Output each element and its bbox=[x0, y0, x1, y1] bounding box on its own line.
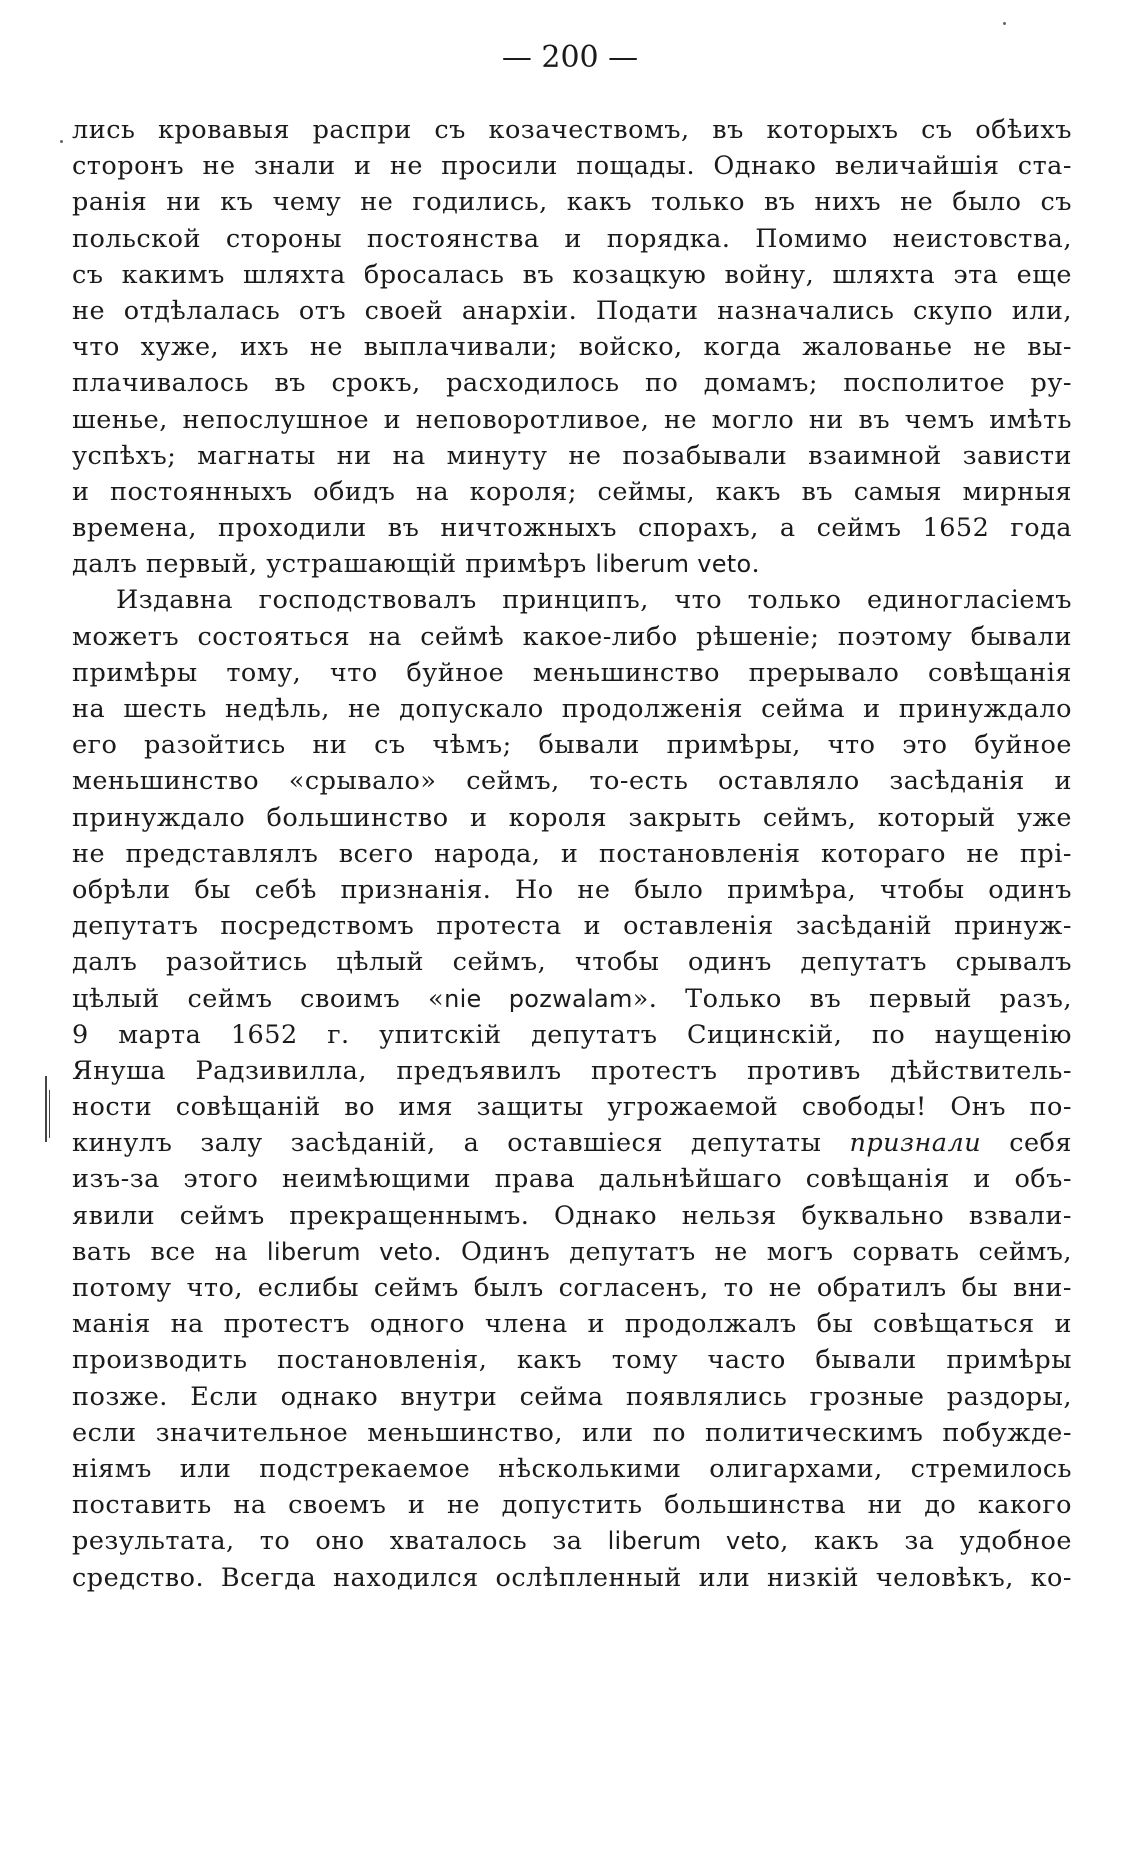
body-text bbox=[72, 112, 1072, 1596]
text-line bbox=[72, 184, 1072, 220]
latin-phrase: liberum veto bbox=[607, 1527, 781, 1556]
text-line bbox=[72, 1306, 1072, 1342]
line-text: обрѣли бы себѣ признанія. Но не было примѣра, чтобы одинъ bbox=[72, 874, 1072, 905]
text-line bbox=[72, 112, 1072, 148]
text-line bbox=[72, 727, 1072, 763]
line-text: сторонъ не знали и не просили пощады. Однако величайшія ста- bbox=[72, 151, 1072, 182]
text-line bbox=[72, 1379, 1072, 1415]
text-line bbox=[72, 655, 1072, 691]
page-number: — 200 — bbox=[501, 40, 639, 75]
text-line bbox=[72, 221, 1072, 257]
latin-phrase: liberum veto bbox=[266, 1237, 434, 1266]
line-text: если значительное меньшинство, или по политическимъ побужде- bbox=[72, 1417, 1072, 1448]
text-line bbox=[72, 1487, 1072, 1523]
line-text: Издавна господствовалъ принципъ, что только единогласіемъ bbox=[116, 585, 1072, 616]
text-line bbox=[72, 1270, 1072, 1306]
line-text: ности совѣщаній во имя защиты угрожаемой свободы! Онъ по- bbox=[72, 1092, 1072, 1123]
line-text: польской стороны постоянства и порядка. Помимо неистовства, bbox=[72, 223, 1072, 254]
line-text: примѣры тому, что буйное меньшинство прерывало совѣщанія bbox=[72, 657, 1072, 688]
text-line bbox=[72, 908, 1072, 944]
line-text: можетъ состояться на сеймѣ какое-либо рѣшеніе; поэтому бывали bbox=[72, 621, 1072, 652]
line-text: депутатъ посредствомъ протеста и оставленія засѣданій принуж- bbox=[72, 911, 1072, 942]
latin-phrase: nie pozwalam bbox=[444, 984, 633, 1013]
text-line bbox=[72, 1415, 1072, 1451]
text-line bbox=[72, 148, 1072, 184]
line-text: . bbox=[751, 549, 761, 580]
text-line bbox=[72, 1234, 1072, 1270]
text-line bbox=[72, 691, 1072, 727]
line-text: средство. Всегда находился ослѣпленный или низкій человѣкъ, ко- bbox=[72, 1562, 1072, 1593]
line-text: поставить на своемъ и не допустить большинства ни до какого bbox=[72, 1490, 1072, 1521]
text-line bbox=[72, 510, 1072, 546]
line-text: шенье, непослушное и неповоротливое, не могло ни въ чемъ имѣть bbox=[72, 404, 1072, 435]
text-line bbox=[72, 1198, 1072, 1234]
text-line bbox=[72, 365, 1072, 401]
line-text: ». Только въ первый разъ, bbox=[632, 983, 1072, 1014]
line-text: ранія ни къ чему не годились, какъ только въ нихъ не было съ bbox=[72, 187, 1072, 218]
line-text: , какъ за удобное bbox=[780, 1526, 1072, 1557]
line-text: не отдѣлалась отъ своей анархіи. Подати назначались скупо или, bbox=[72, 295, 1072, 326]
line-text: принуждало большинство и короля закрыть сеймъ, который уже bbox=[72, 802, 1072, 833]
text-line bbox=[72, 293, 1072, 329]
text-line bbox=[72, 1161, 1072, 1197]
text-line bbox=[72, 619, 1072, 655]
text-line bbox=[72, 582, 1072, 618]
line-text: на шесть недѣль, не допускало продолженія сейма и принуждало bbox=[72, 694, 1072, 724]
line-text: лись кровавыя распри съ козачествомъ, въ которыхъ съ обѣихъ bbox=[72, 115, 1072, 145]
line-text: потому что, еслибы сеймъ былъ согласенъ, то не обратилъ бы вни- bbox=[72, 1273, 1072, 1303]
text-line bbox=[72, 1017, 1072, 1053]
line-text: его разойтись ни съ чѣмъ; бывали примѣры, что это буйное bbox=[72, 730, 1072, 761]
line-text: успѣхъ; магнаты ни на минуту не позабывали взаимной зависти bbox=[72, 440, 1072, 471]
line-text: не представлялъ всего народа, и постановленія котораго не прі- bbox=[72, 838, 1072, 869]
line-text: явили сеймъ прекращеннымъ. Однако нельзя буквально взвали- bbox=[72, 1200, 1072, 1231]
text-line bbox=[72, 329, 1072, 365]
text-line bbox=[72, 944, 1072, 980]
text-line bbox=[72, 800, 1072, 836]
text-line bbox=[72, 1342, 1072, 1378]
line-text: далъ разойтись цѣлый сеймъ, чтобы одинъ депутатъ срывалъ bbox=[72, 947, 1072, 978]
text-line bbox=[72, 1125, 1072, 1161]
text-line bbox=[72, 1451, 1072, 1487]
line-text: . Одинъ депутатъ не могъ сорвать сеймъ, bbox=[433, 1236, 1072, 1267]
print-speck bbox=[60, 140, 63, 143]
text-line bbox=[72, 1523, 1072, 1559]
line-text: цѣлый сеймъ своимъ « bbox=[72, 983, 445, 1014]
latin-phrase: liberum veto bbox=[595, 550, 752, 579]
text-line bbox=[72, 474, 1072, 510]
line-text: манія на протестъ одного члена и продолжалъ бы совѣщаться и bbox=[72, 1309, 1072, 1340]
line-text: и постоянныхъ обидъ на короля; сеймы, какъ въ самыя мирныя bbox=[72, 476, 1072, 507]
line-text: кинулъ залу засѣданій, а оставшіеся депутаты bbox=[72, 1128, 850, 1159]
margin-pencil-mark bbox=[49, 1090, 50, 1138]
line-text: далъ первый, устрашающій примѣръ bbox=[72, 549, 596, 580]
text-line bbox=[72, 872, 1072, 908]
line-text: Януша Радзивилла, предъявилъ протестъ противъ дѣйствитель- bbox=[72, 1055, 1072, 1086]
text-line bbox=[72, 402, 1072, 438]
text-line bbox=[72, 1053, 1072, 1089]
line-text: меньшинство «срывало» сеймъ, то-есть оставляло засѣданія и bbox=[72, 766, 1072, 797]
line-text: результата, то оно хваталось за bbox=[72, 1526, 608, 1557]
line-text: 9 марта 1652 г. упитскій депутатъ Сицинскій, по наущенію bbox=[72, 1019, 1072, 1050]
text-line bbox=[72, 763, 1072, 799]
print-speck bbox=[1003, 22, 1006, 25]
text-line bbox=[72, 257, 1072, 293]
line-text: позже. Если однако внутри сейма появлялись грозные раздоры, bbox=[72, 1381, 1072, 1412]
text-line bbox=[72, 1089, 1072, 1125]
margin-pencil-mark bbox=[45, 1076, 47, 1142]
line-text: что хуже, ихъ не выплачивали; войско, когда жалованье не вы- bbox=[72, 332, 1072, 363]
line-text: съ какимъ шляхта бросалась въ козацкую войну, шляхта эта еще bbox=[72, 259, 1072, 290]
text-line bbox=[72, 981, 1072, 1017]
line-text: времена, проходили въ ничтожныхъ спорахъ, а сеймъ 1652 года bbox=[72, 513, 1072, 544]
italic-emphasis: признали bbox=[849, 1128, 982, 1159]
text-line bbox=[72, 1560, 1072, 1596]
line-text: ніямъ или подстрекаемое нѣсколькими олигархами, стремилось bbox=[72, 1453, 1072, 1484]
line-text: плачивалось въ срокъ, расходилось по домамъ; посполитое ру- bbox=[72, 368, 1072, 399]
line-text: себя bbox=[981, 1128, 1072, 1159]
text-line bbox=[72, 546, 1072, 582]
line-text: вать все на bbox=[72, 1236, 267, 1267]
line-text: производить постановленія, какъ тому часто бывали примѣры bbox=[72, 1345, 1072, 1376]
text-line bbox=[72, 438, 1072, 474]
text-line bbox=[72, 836, 1072, 872]
line-text: изъ-за этого неимѣющими права дальнѣйшаго совѣщанія и объ- bbox=[72, 1164, 1072, 1195]
